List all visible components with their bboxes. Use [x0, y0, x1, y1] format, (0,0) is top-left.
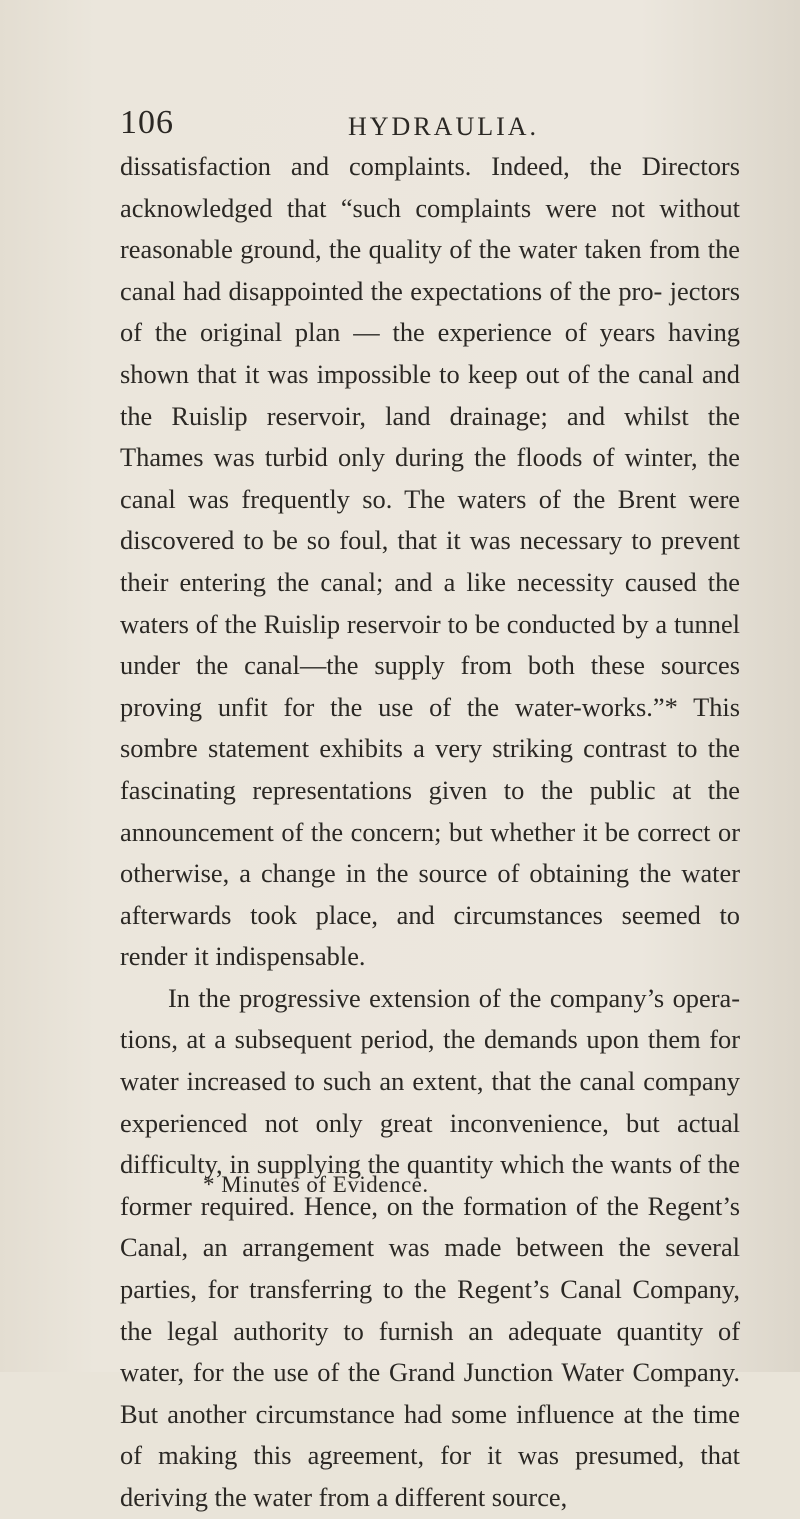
paragraph-1: dissatisfaction and complaints. Indeed, the Directors acknowledged that “such complaints were not without reasonable ground, the quality of the water taken from the canal had disappointed the expectations of the pro- jectors of the original plan — the experience of years having shown that it was impossible to keep out of the canal and the Ruislip reservoir, land drainage; and whilst the Thames was turbid only during the floods of winter, the canal was frequently so. The waters of the Brent were discovered to be so foul, that it was necessary to prevent their entering the canal; and a like necessity caused the waters of the Ruislip reservoir to be conducted by a tunnel under the canal—the supply from both these sources proving unfit for the use of the water-works.”* This sombre statement exhibits a very striking contrast to the fascinating representations given to the public at the announcement of the concern; but whether it be correct or otherwise, a change in the source of obtaining the water afterwards took place, and circumstances seemed to render it indispensable. [120, 151, 740, 972]
running-head: HYDRAULIA. [348, 112, 540, 141]
page-number: 106 [120, 104, 174, 141]
paragraph-2: In the progressive extension of the company’s opera- tions, at a subsequent period, the demands upon them for water increased to such an extent, that the canal company experienced not only great inconvenience, but actual difficulty, in supplying the quantity which the wants of the former required. Hence, on the formation of the Regent’s Canal, an arrangement was made between the several parties, for transferring to the Regent’s Canal Company, the legal authority to furnish an adequate quantity of water, for the use of the Grand Junction Water Company. But another circumstance had some influence at the time of making this agreement, for it was presumed, that deriving the water from a different source, [120, 982, 740, 1512]
body-text [120, 146, 740, 1519]
footnote: * Minutes of Evidence. [203, 1172, 429, 1197]
page-header [120, 104, 740, 144]
